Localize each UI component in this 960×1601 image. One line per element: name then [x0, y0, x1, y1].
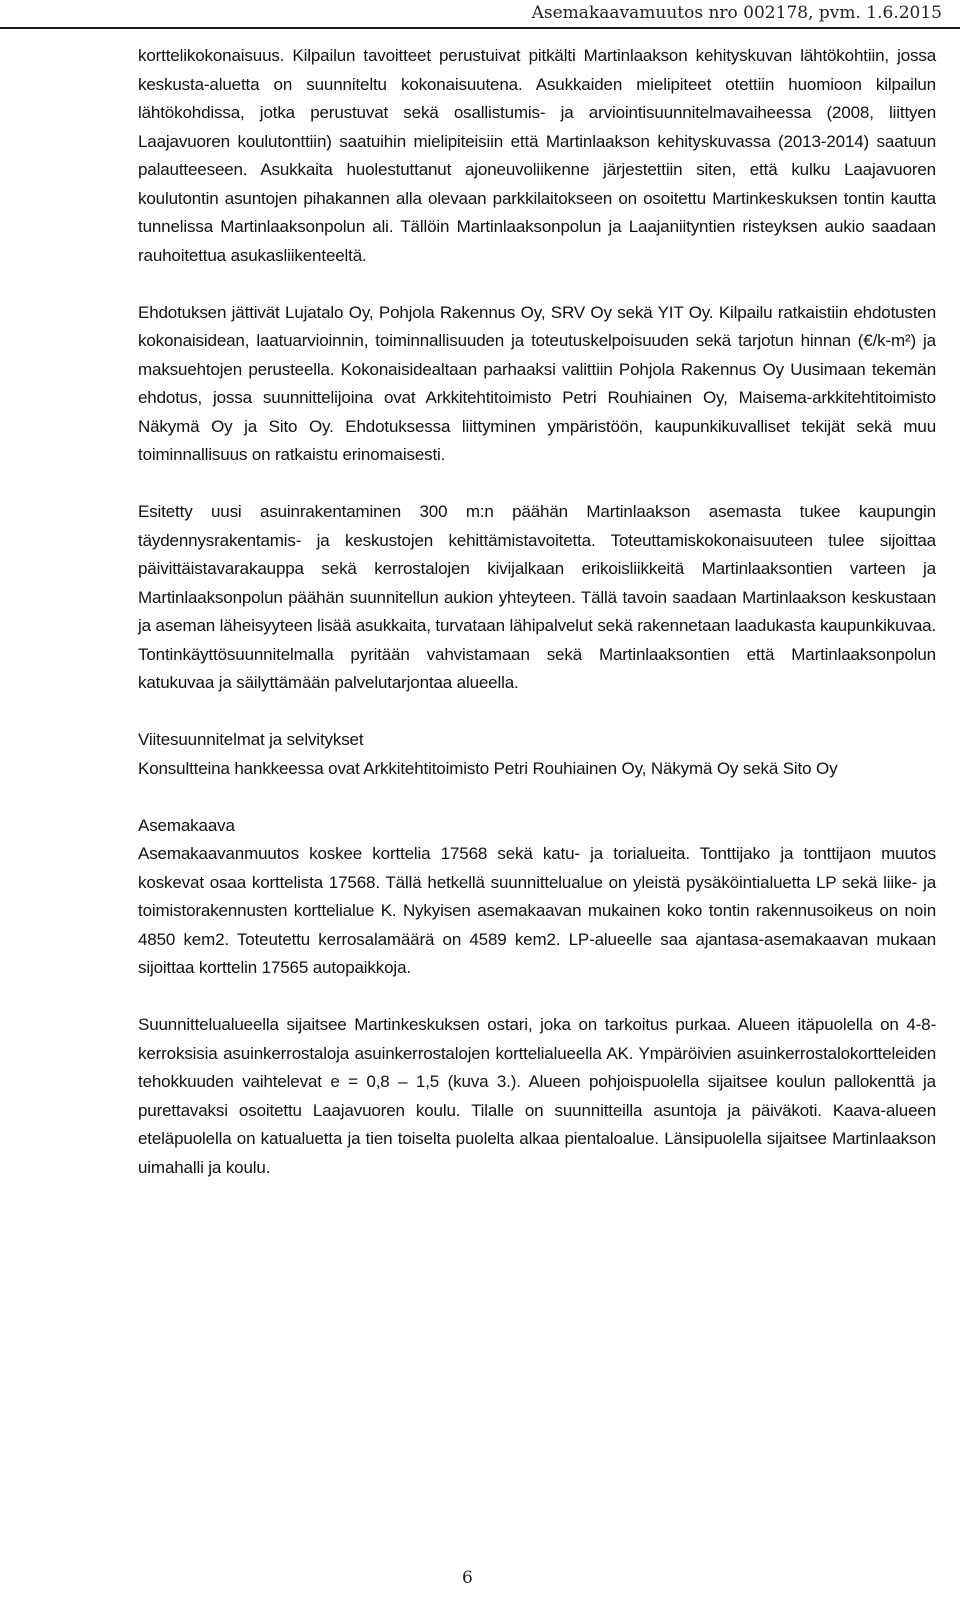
paragraph-proposals: Ehdotuksen jättivät Lujatalo Oy, Pohjola Rakennus Oy, SRV Oy sekä YIT Oy. Kilpailu ratkaistiin ehdotusten kokonaisidean, laatuarvioinnin, toiminnallisuuden ja toteutuskelpoisuuden sekä tarjotun hinnan (€/k-m²) ja maksuehtojen perusteella. Kokonaisidealtaan parhaaksi valittiin Pohjola Rakennus Oy Uusimaan tekemän ehdotus, jossa suunnittelijoina ovat Arkkitehtitoimisto Petri Rouhiainen Oy, Maisema-arkkitehtitoimisto Näkymä Oy ja Sito Oy. Ehdotuksessa liittyminen ympäristöön, kaupunkikuvalliset tekijät sekä muu toiminnallisuus on ratkaistu erinomaisesti. — [138, 302, 936, 464]
section-heading-zoning-plan: Asemakaava — [138, 815, 235, 835]
section-reference-plans — [138, 726, 936, 783]
section-heading-reference-plans: Viitesuunnitelmat ja selvitykset — [138, 730, 364, 749]
document-title: Asemakaavamuutos nro 002178, pvm. 1.6.2015 — [531, 3, 942, 23]
section-zoning-plan — [138, 812, 936, 983]
paragraph-consultants: Konsultteina hankkeessa ovat Arkkitehtitoimisto Petri Rouhiainen Oy, Näkymä Oy sekä Sito Oy — [138, 758, 838, 778]
document-body — [138, 42, 936, 1211]
page-header — [0, 0, 960, 28]
paragraph-zoning-plan: Asemakaavanmuutos koskee korttelia 17568 sekä katu- ja torialueita. Tonttijako ja tonttijaon muutos koskevat osaa korttelista 17568. Tällä hetkellä suunnittelualue on yleistä pysäköintialuetta LP sekä liike- ja toimistorakennusten korttelialue K. Nykyisen asemakaavan mukainen koko tontin rakennusoikeus on noin 4850 kem2. Toteutettu kerrosalamäärä on 4589 kem2. LP-alueelle saa ajantasa-asemakaavan mukaan sijoittaa korttelin 17565 autopaikkoja. — [138, 844, 936, 977]
paragraph-surroundings: Suunnittelualueella sijaitsee Martinkeskuksen ostari, joka on tarkoitus purkaa. Alueen itäpuolella on 4-8-kerroksisia asuinkerrostaloja asuinkerrostalojen korttelialueella AK. Ympäröivien asuinkerrostalokortteleiden tehokkuuden vaihtelevat e = 0,8 – 1,5 (kuva 3.). Alueen pohjoispuolella sijaitsee koulun pallokenttä ja purettavaksi osoitettu Laajavuoren koulu. Tilalle on suunnitteilla asuntoja ja päiväkoti. Kaava-alueen eteläpuolella on katualuetta ja tien toiselta puolelta alkaa pientaloalue. Länsipuolella sijaitsee Martinlaakson uimahalli ja koulu. — [138, 1015, 936, 1177]
page-number: 6 — [462, 1568, 473, 1588]
paragraph-housing-development: Esitetty uusi asuinrakentaminen 300 m:n päähän Martinlaakson asemasta tukee kaupungin täydennysrakentamis- ja keskustojen kehittämistavoitetta. Toteuttamiskokonaisuuteen tulee sijoittaa päivittäistavarakauppa sekä kerrostalojen kivijalkaan erikoisliikkeitä Martinlaaksontien varteen ja Martinlaaksonpolun päähän suunnitellun aukion yhteyteen. Tällä tavoin saadaan Martinlaakson keskustaan ja aseman läheisyyteen lisää asukkaita, turvataan lähipalvelut sekä rakennetaan laadukasta kaupunkikuvaa. Tontinkäyttösuunnitelmalla pyritään vahvistamaan sekä Martinlaaksontien että Martinlaaksonpolun katukuvaa ja säilyttämään palvelutarjontaa alueella. — [138, 502, 936, 692]
paragraph-competition-goals: korttelikokonaisuus. Kilpailun tavoitteet perustuivat pitkälti Martinlaakson kehityskuvan lähtökohtiin, jossa keskusta-aluetta on suunniteltu kokonaisuutena. Asukkaiden mielipiteet otettiin huomioon kilpailun lähtökohdissa, jotka perustuvat sekä osallistumis- ja arviointisuunnitelmavaiheessa (2008, liittyen Laajavuoren koulutonttiin) saatuihin mielipiteisiin että Martinlaakson kehityskuvassa (2013-2014) saatuun palautteeseen. Asukkaita huolestuttanut ajoneuvoliikenne järjestettiin siten, että kulku Laajavuoren koulutontin asuntojen pihakannen alla olevaan parkkilaitokseen on osoitettu Martinkeskuksen tontin kautta tunnelissa Martinlaaksonpolun ali. Tällöin Martinlaaksonpolun ja Laajaniityntien risteyksen aukio saadaan rauhoitettua asukasliikenteeltä. — [138, 46, 936, 265]
header-divider — [0, 27, 960, 29]
